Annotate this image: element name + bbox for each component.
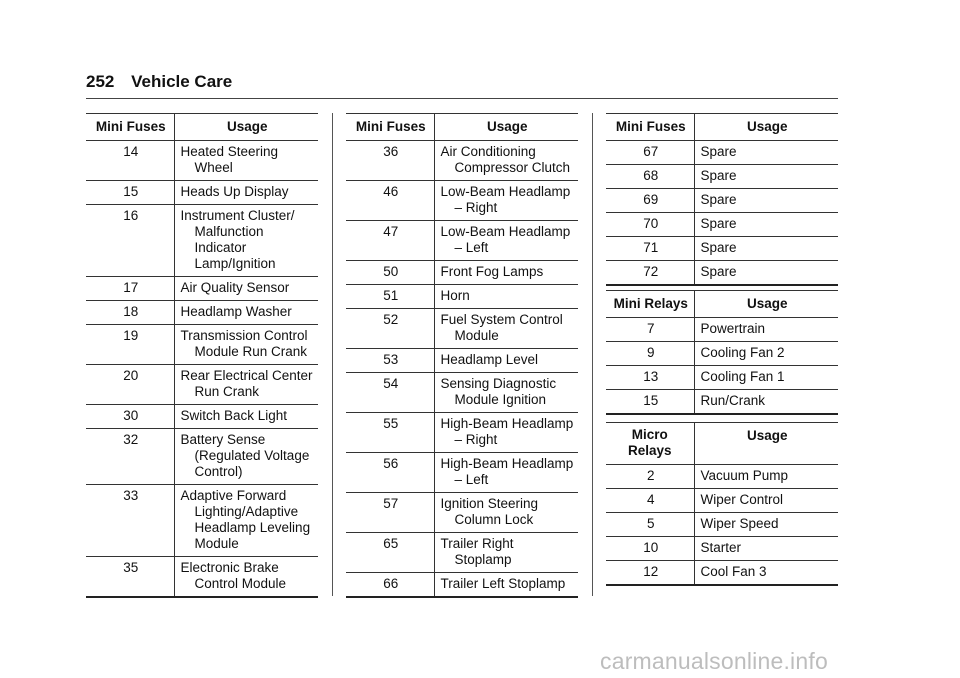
table-row bbox=[346, 181, 578, 221]
table-row bbox=[86, 141, 318, 181]
fuse-number: 47 bbox=[346, 221, 434, 261]
column-header-id: Mini Fuses bbox=[346, 114, 434, 141]
fuse-usage: Heated Steering Wheel bbox=[180, 144, 279, 175]
fuse-usage-cell bbox=[694, 318, 838, 342]
watermark: carmanualsonline.info bbox=[600, 648, 828, 674]
mini-fuses-table-3 bbox=[606, 113, 838, 286]
fuse-usage-cell bbox=[174, 277, 318, 301]
fuse-number: 14 bbox=[86, 141, 174, 181]
column-header-id: Micro Relays bbox=[606, 423, 694, 465]
fuse-usage: Spare bbox=[700, 168, 737, 183]
fuse-usage: Wiper Control bbox=[700, 492, 784, 507]
fuse-number: 51 bbox=[346, 285, 434, 309]
fuse-usage-cell bbox=[694, 489, 838, 513]
fuse-usage-cell bbox=[434, 493, 578, 533]
table-row bbox=[606, 489, 838, 513]
fuse-usage: Transmission Control Module Run Crank bbox=[180, 328, 308, 359]
fuse-number: 69 bbox=[606, 189, 694, 213]
fuse-number: 19 bbox=[86, 325, 174, 365]
fuse-usage: Air Quality Sensor bbox=[180, 280, 290, 295]
table-row bbox=[86, 365, 318, 405]
fuse-usage-cell bbox=[694, 165, 838, 189]
column-divider-2 bbox=[592, 113, 593, 596]
mini-fuses-table-1 bbox=[86, 113, 318, 598]
mini-fuses-table-2 bbox=[346, 113, 578, 598]
fuse-number: 13 bbox=[606, 366, 694, 390]
table-row bbox=[86, 301, 318, 325]
table-row bbox=[86, 429, 318, 485]
fuse-usage: Spare bbox=[700, 216, 737, 231]
table-row bbox=[346, 413, 578, 453]
fuse-usage-cell bbox=[174, 485, 318, 557]
fuse-usage-cell bbox=[434, 221, 578, 261]
fuse-usage-cell bbox=[434, 453, 578, 493]
table-row bbox=[346, 309, 578, 349]
column-header-usage: Usage bbox=[694, 114, 838, 141]
fuse-usage-cell bbox=[694, 366, 838, 390]
fuse-number: 66 bbox=[346, 573, 434, 598]
table-header-row bbox=[86, 114, 318, 141]
fuse-usage: Sensing Diagnostic Module Ignition bbox=[440, 376, 557, 407]
fuse-usage-cell bbox=[434, 413, 578, 453]
fuse-usage-cell bbox=[694, 141, 838, 165]
fuse-usage: Cooling Fan 1 bbox=[700, 369, 785, 384]
column-header-usage: Usage bbox=[694, 423, 838, 465]
table-row bbox=[606, 561, 838, 586]
fuse-usage-cell bbox=[694, 513, 838, 537]
fuse-usage: Battery Sense (Regulated Voltage Control) bbox=[180, 432, 310, 479]
fuse-usage: Vacuum Pump bbox=[700, 468, 789, 483]
table-row bbox=[606, 366, 838, 390]
fuse-number: 2 bbox=[606, 465, 694, 489]
fuse-number: 15 bbox=[86, 181, 174, 205]
table-row bbox=[346, 533, 578, 573]
fuse-usage-cell bbox=[434, 573, 578, 598]
fuse-usage-cell bbox=[694, 465, 838, 489]
fuse-usage: Air Conditioning Compressor Clutch bbox=[440, 144, 571, 175]
fuse-usage: Cool Fan 3 bbox=[700, 564, 767, 579]
fuse-usage-cell bbox=[174, 429, 318, 485]
table-row bbox=[606, 213, 838, 237]
fuse-usage: High-Beam Headlamp – Right bbox=[440, 416, 574, 447]
fuse-number: 65 bbox=[346, 533, 434, 573]
table-header-row bbox=[606, 114, 838, 141]
table-row bbox=[606, 390, 838, 415]
fuse-usage: Instrument Cluster/ Malfunction Indicator Lamp/Ignition bbox=[180, 208, 295, 271]
fuse-number: 9 bbox=[606, 342, 694, 366]
fuse-usage-cell bbox=[694, 261, 838, 286]
fuse-usage: Wiper Speed bbox=[700, 516, 779, 531]
fuse-usage: Spare bbox=[700, 264, 737, 279]
fuse-usage-cell bbox=[694, 561, 838, 586]
fuse-number: 20 bbox=[86, 365, 174, 405]
fuse-usage: Headlamp Level bbox=[440, 352, 539, 367]
fuse-number: 12 bbox=[606, 561, 694, 586]
fuse-usage-cell bbox=[434, 261, 578, 285]
fuse-usage: Ignition Steering Column Lock bbox=[440, 496, 539, 527]
fuse-number: 52 bbox=[346, 309, 434, 349]
fuse-number: 4 bbox=[606, 489, 694, 513]
fuse-usage-cell bbox=[174, 141, 318, 181]
fuse-usage: Headlamp Washer bbox=[180, 304, 292, 319]
fuse-usage: Rear Electrical Center Run Crank bbox=[180, 368, 313, 399]
fuse-number: 5 bbox=[606, 513, 694, 537]
fuse-usage: Spare bbox=[700, 192, 737, 207]
table-header-row bbox=[606, 423, 838, 465]
table-row bbox=[606, 342, 838, 366]
mini-relays-table bbox=[606, 290, 838, 415]
fuse-number: 57 bbox=[346, 493, 434, 533]
column-header-id: Mini Relays bbox=[606, 291, 694, 318]
fuse-usage: Cooling Fan 2 bbox=[700, 345, 785, 360]
fuse-usage-cell bbox=[694, 537, 838, 561]
fuse-usage: Trailer Left Stoplamp bbox=[440, 576, 566, 591]
table-header-row bbox=[606, 291, 838, 318]
fuse-number: 53 bbox=[346, 349, 434, 373]
page-header bbox=[86, 72, 838, 92]
fuse-number: 7 bbox=[606, 318, 694, 342]
fuse-number: 36 bbox=[346, 141, 434, 181]
fuse-number: 70 bbox=[606, 213, 694, 237]
table-row bbox=[86, 205, 318, 277]
fuse-number: 50 bbox=[346, 261, 434, 285]
fuse-usage: Trailer Right Stoplamp bbox=[440, 536, 514, 567]
column-header-id: Mini Fuses bbox=[606, 114, 694, 141]
table-row bbox=[346, 221, 578, 261]
table-row bbox=[86, 277, 318, 301]
fuse-number: 55 bbox=[346, 413, 434, 453]
fuse-number: 68 bbox=[606, 165, 694, 189]
fuse-usage: Electronic Brake Control Module bbox=[180, 560, 287, 591]
table-row bbox=[606, 237, 838, 261]
table-row bbox=[86, 325, 318, 365]
fuse-usage: Fuel System Control Module bbox=[440, 312, 563, 343]
fuse-usage: Spare bbox=[700, 144, 737, 159]
fuse-number: 72 bbox=[606, 261, 694, 286]
fuse-usage: Powertrain bbox=[700, 321, 766, 336]
table-row bbox=[606, 141, 838, 165]
fuse-usage-cell bbox=[434, 141, 578, 181]
column-header-usage: Usage bbox=[694, 291, 838, 318]
table-row bbox=[346, 573, 578, 598]
fuse-number: 32 bbox=[86, 429, 174, 485]
table-row bbox=[606, 318, 838, 342]
fuse-usage-cell bbox=[174, 557, 318, 598]
column-header-usage: Usage bbox=[174, 114, 318, 141]
table-row bbox=[606, 465, 838, 489]
table-row bbox=[86, 485, 318, 557]
fuse-number: 46 bbox=[346, 181, 434, 221]
fuse-number: 18 bbox=[86, 301, 174, 325]
table-row bbox=[346, 261, 578, 285]
section-title: Vehicle Care bbox=[131, 72, 233, 91]
column-header-id: Mini Fuses bbox=[86, 114, 174, 141]
table-row bbox=[346, 349, 578, 373]
micro-relays-table bbox=[606, 422, 838, 586]
fuse-usage-cell bbox=[174, 205, 318, 277]
fuse-usage-cell bbox=[174, 365, 318, 405]
fuse-usage-cell bbox=[694, 342, 838, 366]
fuse-number: 67 bbox=[606, 141, 694, 165]
table-row bbox=[346, 493, 578, 533]
fuse-usage-cell bbox=[694, 189, 838, 213]
fuse-usage: Low-Beam Headlamp – Right bbox=[440, 184, 571, 215]
fuse-number: 54 bbox=[346, 373, 434, 413]
fuse-usage-cell bbox=[694, 213, 838, 237]
table-row bbox=[606, 189, 838, 213]
table-row bbox=[606, 513, 838, 537]
column-header-usage: Usage bbox=[434, 114, 578, 141]
fuse-usage: Heads Up Display bbox=[180, 184, 289, 199]
table-row bbox=[86, 557, 318, 598]
fuse-usage: Run/Crank bbox=[700, 393, 766, 408]
fuse-number: 35 bbox=[86, 557, 174, 598]
table-row bbox=[606, 537, 838, 561]
table-row bbox=[606, 165, 838, 189]
fuse-usage-cell bbox=[434, 373, 578, 413]
fuse-usage: Spare bbox=[700, 240, 737, 255]
fuse-usage-cell bbox=[174, 405, 318, 429]
fuse-usage-cell bbox=[434, 181, 578, 221]
fuse-number: 56 bbox=[346, 453, 434, 493]
fuse-usage: Horn bbox=[440, 288, 470, 303]
fuse-usage-cell bbox=[694, 237, 838, 261]
fuse-number: 71 bbox=[606, 237, 694, 261]
table-header-row bbox=[346, 114, 578, 141]
page-number: 252 bbox=[86, 72, 115, 91]
fuse-number: 30 bbox=[86, 405, 174, 429]
fuse-usage: High-Beam Headlamp – Left bbox=[440, 456, 574, 487]
fuse-usage-cell bbox=[694, 390, 838, 415]
table-row bbox=[606, 261, 838, 286]
header-rule bbox=[86, 98, 838, 99]
fuse-usage-cell bbox=[434, 309, 578, 349]
table-row bbox=[346, 141, 578, 181]
table-row bbox=[86, 405, 318, 429]
table-row bbox=[86, 181, 318, 205]
table-row bbox=[346, 453, 578, 493]
fuse-number: 10 bbox=[606, 537, 694, 561]
fuse-number: 17 bbox=[86, 277, 174, 301]
fuse-usage-cell bbox=[174, 325, 318, 365]
fuse-usage: Front Fog Lamps bbox=[440, 264, 544, 279]
fuse-number: 33 bbox=[86, 485, 174, 557]
table-row bbox=[346, 285, 578, 309]
table-row bbox=[346, 373, 578, 413]
column-divider-1 bbox=[332, 113, 333, 596]
fuse-usage-cell bbox=[434, 349, 578, 373]
fuse-usage-cell bbox=[434, 285, 578, 309]
fuse-usage: Starter bbox=[700, 540, 742, 555]
fuse-usage-cell bbox=[434, 533, 578, 573]
fuse-usage: Adaptive Forward Lighting/Adaptive Headlamp Leveling Module bbox=[180, 488, 311, 551]
fuse-usage: Switch Back Light bbox=[180, 408, 288, 423]
fuse-number: 15 bbox=[606, 390, 694, 415]
fuse-usage-cell bbox=[174, 181, 318, 205]
fuse-number: 16 bbox=[86, 205, 174, 277]
fuse-usage: Low-Beam Headlamp – Left bbox=[440, 224, 571, 255]
fuse-usage-cell bbox=[174, 301, 318, 325]
